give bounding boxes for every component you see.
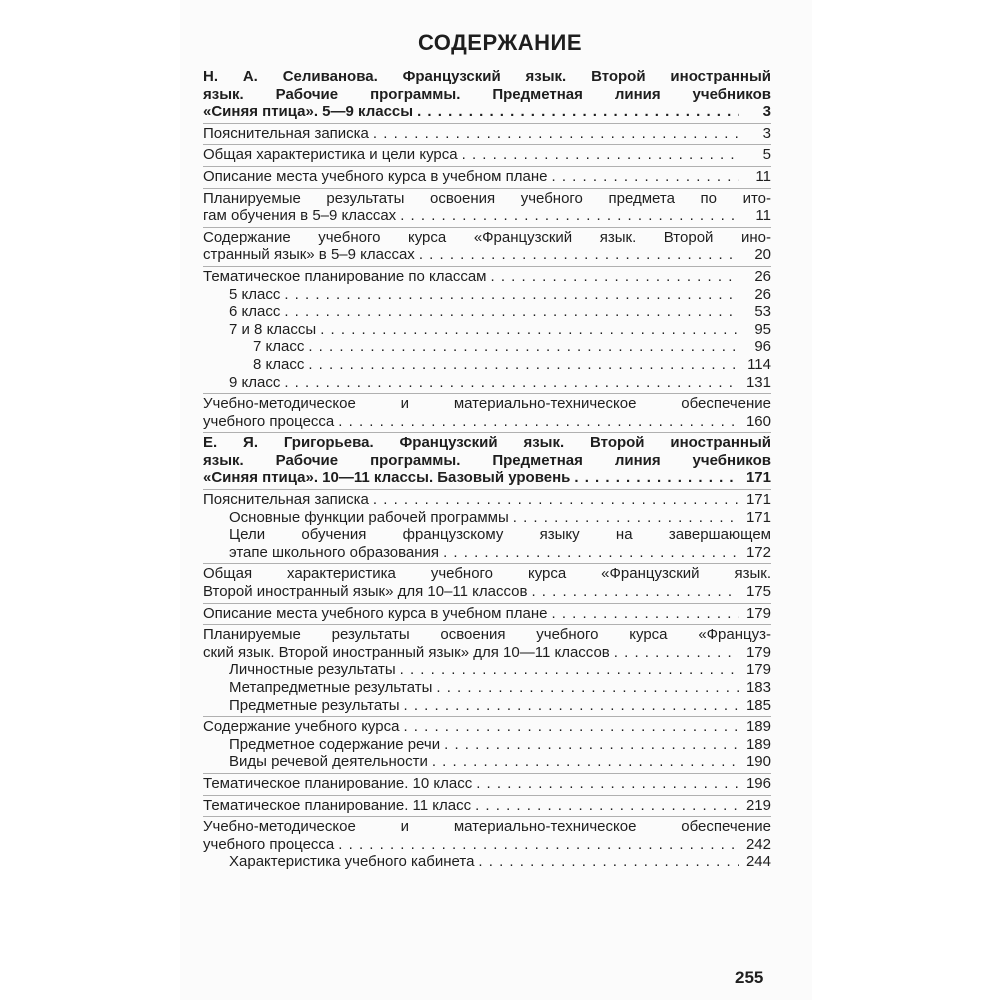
- toc-entry-line: [203, 321, 771, 339]
- toc-entry-line: [203, 753, 771, 771]
- toc-entry-line: [203, 583, 771, 601]
- toc-page-number: 179: [745, 643, 771, 661]
- toc-page-number: 3: [762, 124, 771, 142]
- toc-entry-text: ский язык. Второй иностранный язык» для 10—11 классов: [203, 643, 610, 661]
- leader-dots: [338, 413, 739, 431]
- toc-page-number: 189: [745, 718, 771, 736]
- toc-entry-text: Тематическое планирование. 11 класс: [203, 796, 472, 814]
- leader-dots: [462, 146, 739, 164]
- toc-entry-line: Учебно-методическое и материально-техническое обеспечение: [203, 818, 771, 836]
- leader-dots: [513, 509, 739, 527]
- toc-page-number: 242: [745, 835, 771, 853]
- toc-page-number: 175: [745, 583, 771, 601]
- toc-entry-line: [203, 797, 771, 815]
- toc-entry-line: [203, 605, 771, 623]
- leader-dots: [552, 605, 740, 623]
- toc-entry-line: [203, 853, 771, 871]
- toc-entry-text: Личностные результаты: [229, 661, 396, 679]
- leader-dots: [284, 374, 739, 392]
- toc-entry-text: 9 класс: [229, 373, 281, 391]
- toc-page-number: 95: [754, 320, 771, 338]
- toc-entry-line: [203, 146, 771, 164]
- toc-entry-line: Е. Я. Григорьева. Французский язык. Второй иностранный: [203, 434, 771, 452]
- toc-entry-text: 7 и 8 классы: [229, 320, 317, 338]
- toc-entry-text: этапе школьного образования: [229, 543, 440, 561]
- toc-entry-text: Метапредметные результаты: [229, 679, 433, 696]
- toc-entry-text: учебного процесса: [203, 835, 335, 853]
- toc-entry-line: [203, 246, 771, 264]
- toc-entry-text: Описание места учебного курса в учебном плане: [203, 604, 548, 622]
- leader-dots: [614, 644, 739, 662]
- toc-entry-line: Н. А. Селиванова. Французский язык. Второй иностранный: [203, 68, 771, 85]
- toc-page-number: 53: [754, 303, 771, 321]
- toc-page-number: 26: [754, 285, 771, 303]
- toc-entry-text: Содержание учебного курса: [203, 718, 400, 736]
- toc-entry-line: [203, 469, 771, 487]
- toc-entry-line: Содержание учебного курса «Французский язык. Второй ино-: [203, 228, 771, 246]
- toc-entry-line: [203, 544, 771, 562]
- toc-entry-text: гам обучения в 5–9 классах: [203, 207, 397, 225]
- toc-entry-line: Общая характеристика учебного курса «Французский язык.: [203, 565, 771, 583]
- toc-entry-line: [203, 661, 771, 679]
- toc-entry-text: Виды речевой деятельности: [229, 753, 428, 771]
- toc-page-number: 20: [754, 246, 771, 264]
- leader-dots: [308, 338, 739, 356]
- toc-entry-text: Основные функции рабочей программы: [229, 508, 509, 526]
- toc-entry-text: Тематическое планирование. 10 класс: [203, 774, 473, 792]
- toc-page-number: 185: [745, 696, 771, 714]
- toc-page-number: 244: [745, 853, 771, 871]
- toc-entry-line: [203, 679, 771, 697]
- toc-section: [203, 432, 771, 489]
- toc-page-number: 183: [745, 679, 771, 696]
- toc-page-number: 172: [745, 543, 771, 561]
- toc-page-number: 171: [745, 491, 771, 509]
- leader-dots: [443, 544, 739, 562]
- toc-page-number: 5: [762, 146, 771, 164]
- toc-page-number: 196: [745, 774, 771, 792]
- toc-entry-line: Учебно-методическое и материально-техническое обеспечение: [203, 395, 771, 413]
- leader-dots: [417, 103, 739, 121]
- leader-dots: [478, 853, 739, 871]
- toc-entry-line: [203, 303, 771, 321]
- page-number: 255: [735, 968, 764, 987]
- toc-page-number: 26: [754, 267, 771, 285]
- toc-section: [203, 144, 771, 166]
- leader-dots: [338, 836, 739, 854]
- leader-dots: [490, 268, 739, 286]
- toc-entry-line: [203, 286, 771, 304]
- leader-dots: [403, 718, 739, 736]
- toc-entry-text: учебного процесса: [203, 412, 335, 430]
- toc-entry-line: [203, 491, 771, 509]
- toc-page-number: 189: [745, 735, 771, 753]
- toc-entry-text: 7 класс: [253, 338, 305, 356]
- toc-entry-line: [203, 736, 771, 754]
- toc-entry-text: Предметное содержание речи: [229, 735, 441, 753]
- toc-page-number: 171: [745, 508, 771, 526]
- toc-page-number: 96: [754, 338, 771, 356]
- leader-dots: [531, 583, 739, 601]
- leader-dots: [476, 775, 739, 793]
- toc-section: [203, 816, 771, 873]
- leader-dots: [400, 661, 739, 679]
- toc-entry-text: Тематическое планирование по классам: [203, 267, 487, 285]
- toc-section: [203, 489, 771, 563]
- toc-entry-line: [203, 775, 771, 793]
- leader-dots: [373, 125, 739, 143]
- toc-page-number: 131: [745, 373, 771, 391]
- toc-entry-line: [203, 644, 771, 662]
- toc-entry-line: язык. Рабочие программы. Предметная линия учебников: [203, 85, 771, 103]
- toc-section: [203, 123, 771, 145]
- toc-page-number: 179: [745, 661, 771, 679]
- toc-page-number: 171: [745, 469, 771, 487]
- table-of-contents: [203, 67, 771, 873]
- toc-entry-line: [203, 374, 771, 392]
- toc-entry-text: Пояснительная записка: [203, 124, 369, 142]
- toc-entry-line: Планируемые результаты освоения учебного предмета по ито-: [203, 189, 771, 207]
- toc-entry-text: «Синяя птица». 10—11 классы. Базовый уровень: [203, 469, 571, 487]
- toc-entry-line: [203, 356, 771, 374]
- toc-page-number: 219: [745, 796, 771, 814]
- leader-dots: [432, 753, 739, 771]
- leader-dots: [373, 491, 739, 509]
- toc-page-number: 190: [745, 753, 771, 771]
- toc-page-number: 11: [755, 167, 771, 185]
- toc-entry-line: [203, 718, 771, 736]
- toc-entry-line: язык. Рабочие программы. Предметная линия учебников: [203, 451, 771, 469]
- toc-entry-text: Предметные результаты: [229, 696, 400, 714]
- toc-section: [203, 563, 771, 602]
- toc-section: [203, 67, 771, 123]
- leader-dots: [284, 303, 739, 321]
- toc-section: [203, 393, 771, 432]
- toc-entry-text: 8 класс: [253, 355, 305, 373]
- leader-dots: [320, 321, 739, 339]
- toc-entry-line: [203, 509, 771, 527]
- toc-entry-line: Планируемые результаты освоения учебного курса «Француз-: [203, 626, 771, 644]
- toc-section: [203, 624, 771, 716]
- leader-dots: [552, 168, 740, 186]
- toc-section: [203, 188, 771, 227]
- toc-entry-text: 6 класс: [229, 303, 281, 321]
- toc-entry-line: [203, 125, 771, 143]
- leader-dots: [419, 246, 739, 264]
- toc-page-number: 179: [745, 604, 771, 622]
- toc-page-number: 11: [755, 207, 771, 225]
- leader-dots: [404, 697, 740, 715]
- toc-section: [203, 795, 771, 817]
- toc-entry-line: [203, 168, 771, 186]
- toc-section: [203, 773, 771, 795]
- toc-entry-line: [203, 697, 771, 715]
- toc-entry-text: Описание места учебного курса в учебном плане: [203, 167, 548, 185]
- page-title: СОДЕРЖАНИЕ: [417, 30, 583, 55]
- toc-entry-text: 5 класс: [229, 285, 281, 303]
- toc-subentry-line: Цели обучения французскому языку на завершающем: [229, 526, 771, 544]
- leader-dots: [444, 736, 739, 754]
- leader-dots: [284, 286, 739, 304]
- toc-entry-text: Характеристика учебного кабинета: [229, 853, 475, 871]
- toc-section: [203, 227, 771, 266]
- toc-entry-text: Второй иностранный язык» для 10–11 классов: [203, 583, 528, 601]
- toc-entry-text: «Синяя птица». 5—9 классы: [203, 103, 414, 121]
- toc-section: [203, 266, 771, 393]
- toc-page-number: 160: [745, 412, 771, 430]
- toc-section: [203, 166, 771, 188]
- toc-section: [203, 716, 771, 773]
- leader-dots: [400, 207, 739, 225]
- toc-section: [203, 603, 771, 625]
- toc-entry-line: [203, 836, 771, 854]
- toc-entry-line: [203, 338, 771, 356]
- leader-dots: [436, 679, 739, 697]
- leader-dots: [308, 356, 739, 374]
- toc-entry-text: Общая характеристика и цели курса: [203, 146, 458, 164]
- toc-entry-line: [203, 268, 771, 286]
- toc-entry-line: [203, 103, 771, 121]
- leader-dots: [574, 469, 739, 487]
- toc-page-number: 114: [747, 355, 771, 373]
- toc-entry-text: странный язык» в 5–9 классах: [203, 246, 415, 264]
- toc-entry-text: Пояснительная записка: [203, 491, 369, 509]
- toc-page-number: 3: [762, 103, 771, 121]
- leader-dots: [475, 797, 739, 815]
- toc-entry-line: [203, 207, 771, 225]
- toc-entry-line: [203, 413, 771, 431]
